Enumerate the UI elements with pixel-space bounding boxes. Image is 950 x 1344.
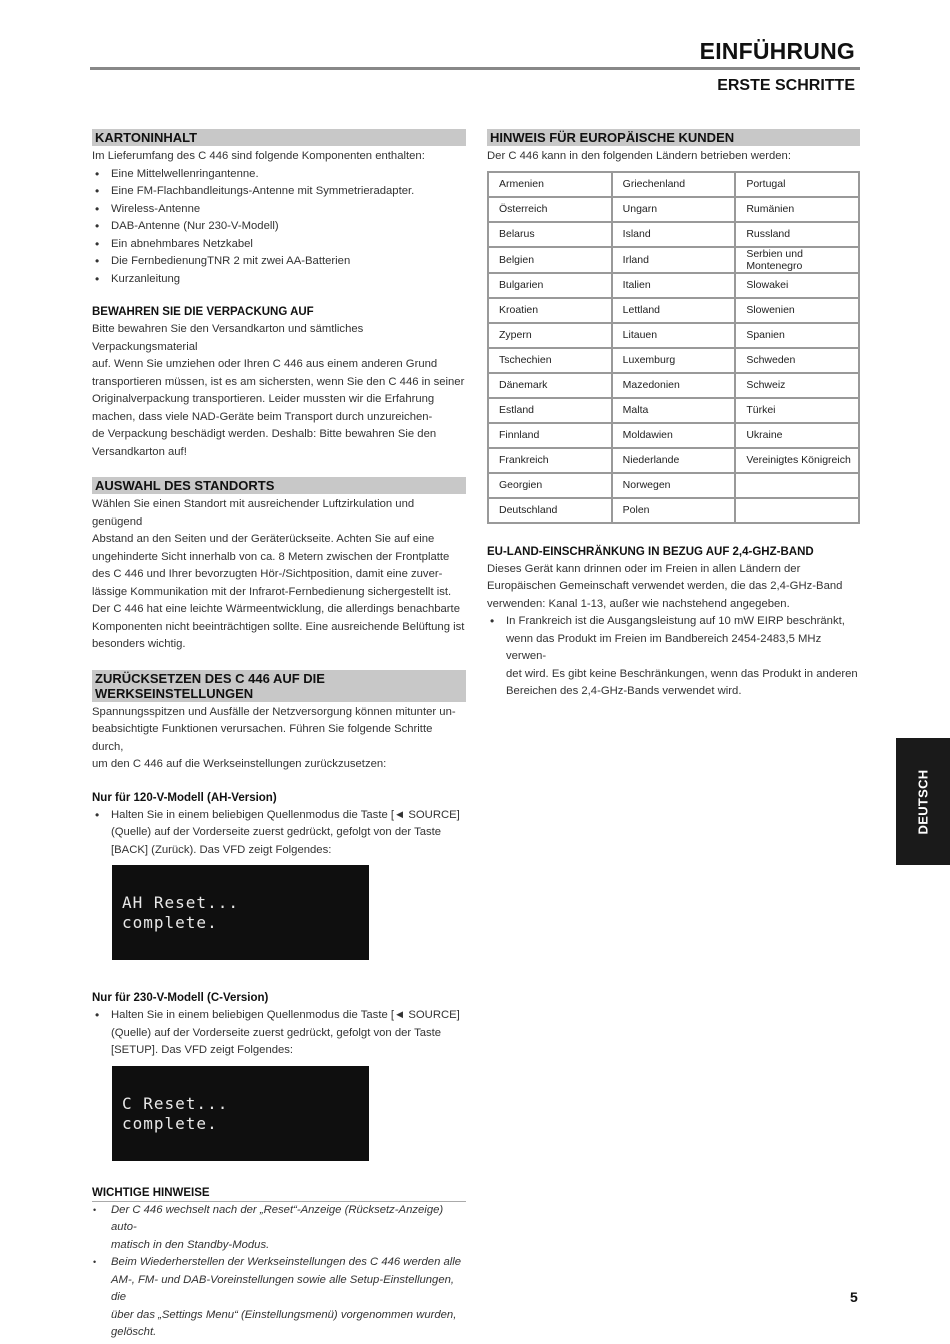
list-item: • Wireless-Antenne: [92, 201, 466, 219]
table-row: [488, 222, 859, 247]
list-item: • Eine Mittelwellenringantenne.: [92, 166, 466, 184]
table-cell: Irland: [612, 247, 736, 273]
text-line: Dieses Gerät kann drinnen oder im Freien in allen Ländern der: [487, 562, 801, 575]
table-cell: Ungarn: [612, 197, 736, 222]
vfd-display-c: [112, 1066, 369, 1161]
table-cell: Georgien: [488, 473, 612, 498]
table-cell: Finnland: [488, 423, 612, 448]
vfd-line-1: AH Reset...: [122, 893, 239, 912]
table-cell: Belarus: [488, 222, 612, 247]
table-cell: Slowenien: [735, 298, 859, 323]
text-line: In Frankreich ist die Ausgangsleistung auf 10 mW EIRP beschränkt,: [506, 615, 845, 627]
table-cell: Mazedonien: [612, 373, 736, 398]
text-line: Versandkarton auf!: [92, 445, 187, 458]
text-line: (Quelle) auf der Vorderseite zuerst gedrückt, gefolgt von der Taste: [111, 826, 442, 838]
text-line: Bereichen des 2,4-GHz-Bands verwendet wird.: [506, 685, 742, 697]
text-line: [SETUP]. Das VFD zeigt Folgendes:: [111, 1044, 294, 1056]
table-row: [488, 423, 859, 448]
subheading-c-version: Nur für 230-V-Modell (C-Version): [92, 992, 269, 1004]
text-line: lässige Kommunikation mit der Infrarot-Fernbedienung sichergestellt ist.: [92, 585, 452, 598]
text-line: Komponenten nicht beeinträchtigen sollte. Eine ausreichende Belüftung ist: [92, 620, 465, 633]
europa-intro: Der C 446 kann in den folgenden Ländern betrieben werden:: [487, 150, 791, 162]
text-line: auf. Wenn Sie umziehen oder Ihren C 446 aus einem anderen Grund: [92, 358, 438, 370]
table-cell: Österreich: [488, 197, 612, 222]
text-line: matisch in den Standby-Modus.: [111, 1238, 270, 1251]
table-cell: Zypern: [488, 323, 612, 348]
reset-text: [92, 704, 466, 774]
vfd-line-1: C Reset...: [122, 1093, 229, 1113]
list-item: [92, 1254, 466, 1342]
table-row: [488, 373, 859, 398]
table-cell: Schweden: [735, 348, 859, 373]
table-row: [488, 348, 859, 373]
table-cell: Spanien: [735, 323, 859, 348]
subheading-ah-version: Nur für 120-V-Modell (AH-Version): [92, 791, 277, 804]
section-heading-reset: ZURÜCKSETZEN DES C 446 AUF DIE WERKSEINSTELLUNGEN: [92, 670, 466, 702]
right-column: [487, 129, 860, 701]
hinweise-list: [92, 1202, 466, 1342]
list-item: • Kurzanleitung: [92, 271, 466, 289]
standort-text: [92, 496, 466, 654]
list-item: [487, 613, 860, 701]
kartoninhalt-intro: Im Lieferumfang des C 446 sind folgende Komponenten enthalten:: [92, 150, 425, 162]
text-line: über das „Settings Menu“ (Einstellungsmenü) vorgenommen wurden,: [111, 1308, 457, 1321]
list-item: [92, 807, 466, 860]
kartoninhalt-list: [92, 166, 466, 289]
text-line: Europäischen Gemeinschaft verwendet werden, die das 2,4-GHz-Band: [487, 580, 843, 592]
table-cell: Litauen: [612, 323, 736, 348]
c-steps: [92, 1007, 466, 1060]
text-line: beabsichtigte Funktionen verursachen. Führen Sie folgende Schritte durch,: [92, 723, 433, 753]
table-cell: Tschechien: [488, 348, 612, 373]
table-cell: Italien: [612, 273, 736, 298]
table-cell: Portugal: [735, 172, 859, 197]
text-line: machen, dass viele NAD-Geräte beim Transport durch unzureichen-: [92, 410, 433, 423]
list-item: • Eine FM-Flachbandleitungs-Antenne mit Symmetrieradapter.: [92, 183, 466, 201]
table-cell: Ukraine: [735, 423, 859, 448]
subheading-hinweise: WICHTIGE HINWEISE: [92, 1187, 466, 1202]
table-cell: Bulgarien: [488, 273, 612, 298]
table-cell: [735, 473, 859, 498]
text-line: ungehinderte Sicht innerhalb von ca. 8 Metern zwischen der Frontplatte: [92, 550, 450, 563]
vfd-line-2: complete.: [122, 1113, 218, 1133]
list-item: • Die FernbedienungTNR 2 mit zwei AA-Batterien: [92, 253, 466, 271]
text-line: [BACK] (Zurück). Das VFD zeigt Folgendes:: [111, 843, 332, 856]
side-tab-label: DEUTSCH: [915, 769, 931, 834]
page-number: 5: [850, 1289, 858, 1305]
table-row: [488, 172, 859, 197]
table-row: [488, 197, 859, 222]
table-cell: Serbien und Montenegro: [735, 247, 859, 273]
title-rule: [90, 67, 860, 70]
eu-band-text: [487, 561, 860, 614]
text-line: Der C 446 hat eine leichte Wärmeentwicklung, die allerdings benachbarte: [92, 603, 460, 615]
text-line: (Quelle) auf der Vorderseite zuerst gedrückt, gefolgt von der Taste: [111, 1026, 442, 1039]
table-cell: Schweiz: [735, 373, 859, 398]
subheading-eu-band: EU-LAND-EINSCHRÄNKUNG IN BEZUG AUF 2,4-GHZ-BAND: [487, 545, 814, 558]
countries-table: [487, 171, 860, 524]
table-row: [488, 473, 859, 498]
page-title: EINFÜHRUNG: [699, 38, 855, 64]
table-cell: Türkei: [735, 398, 859, 423]
text-line: Originalverpackung transportieren. Leider mussten wir die Erfahrung: [92, 393, 435, 405]
table-cell: Vereinigtes Königreich: [735, 448, 859, 473]
text-line: Spannungsspitzen und Ausfälle der Netzversorgung können mitunter un-: [92, 705, 456, 718]
vfd-line-2: complete.: [122, 913, 218, 932]
table-cell: Armenien: [488, 172, 612, 197]
table-row: [488, 273, 859, 298]
table-cell: Rumänien: [735, 197, 859, 222]
left-column: [92, 129, 466, 1342]
table-cell: Malta: [612, 398, 736, 423]
text-line: det wird. Es gibt keine Beschränkungen, wenn das Produkt in anderen: [506, 667, 858, 680]
vfd-display-ah: [112, 865, 369, 960]
table-cell: Frankreich: [488, 448, 612, 473]
table-cell: Moldawien: [612, 423, 736, 448]
table-cell: Luxemburg: [612, 348, 736, 373]
text-line: AM-, FM- und DAB-Voreinstellungen sowie alle Setup-Einstellungen, die: [111, 1273, 455, 1303]
text-line: Halten Sie in einem beliebigen Quellenmodus die Taste [◄ SOURCE]: [111, 1009, 460, 1021]
section-heading-europa: HINWEIS FÜR EUROPÄISCHE KUNDEN: [487, 129, 860, 146]
list-item: [92, 1202, 466, 1255]
text-line: um den C 446 auf die Werkseinstellungen zurückzusetzen:: [92, 758, 387, 770]
ah-steps: [92, 807, 466, 860]
subheading-verpackung: BEWAHREN SIE DIE VERPACKUNG AUF: [92, 306, 314, 318]
table-cell: Slowakei: [735, 273, 859, 298]
table-row: [488, 298, 859, 323]
table-row: [488, 498, 859, 523]
table-cell: Lettland: [612, 298, 736, 323]
table-cell: Deutschland: [488, 498, 612, 523]
verpackung-text: [92, 321, 466, 461]
page-subtitle: ERSTE SCHRITTE: [717, 77, 855, 94]
text-line: transportieren müssen, ist es am sichersten, wenn Sie den C 446 in seiner: [92, 375, 465, 388]
table-row: [488, 323, 859, 348]
text-line: besonders wichtig.: [92, 638, 186, 650]
table-cell: Estland: [488, 398, 612, 423]
section-heading-kartoninhalt: KARTONINHALT: [92, 129, 466, 146]
text-line: Abstand an den Seiten und der Geräterückseite. Achten Sie auf eine: [92, 533, 435, 545]
table-cell: Russland: [735, 222, 859, 247]
table-cell: Island: [612, 222, 736, 247]
table-cell: Polen: [612, 498, 736, 523]
text-line: Beim Wiederherstellen der Werkseinstellungen des C 446 werden alle: [111, 1256, 462, 1268]
text-line: de Verpackung beschädigt werden. Deshalb: Bitte bewahren Sie den: [92, 428, 437, 440]
table-cell: Kroatien: [488, 298, 612, 323]
list-item: • Ein abnehmbares Netzkabel: [92, 236, 466, 254]
table-cell: Niederlande: [612, 448, 736, 473]
table-row: [488, 448, 859, 473]
text-line: des C 446 und Ihrer bevorzugten Hör-/Sichtposition, damit eine zuver-: [92, 568, 443, 580]
text-line: Wählen Sie einen Standort mit ausreichender Luftzirkulation und genügend: [92, 498, 415, 528]
eu-band-list: [487, 613, 860, 701]
text-line: verwenden: Kanal 1-13, außer wie nachstehend angegeben.: [487, 597, 790, 610]
section-heading-standort: AUSWAHL DES STANDORTS: [92, 477, 466, 494]
table-row: [488, 398, 859, 423]
table-cell: [735, 498, 859, 523]
text-line: Halten Sie in einem beliebigen Quellenmodus die Taste [◄ SOURCE]: [111, 808, 460, 821]
table-row: [488, 247, 859, 273]
language-side-tab: [896, 738, 950, 865]
list-item: • DAB-Antenne (Nur 230-V-Modell): [92, 218, 466, 236]
table-cell: Griechenland: [612, 172, 736, 197]
list-item: [92, 1007, 466, 1060]
text-line: gelöscht.: [111, 1326, 157, 1338]
text-line: wenn das Produkt im Freien im Bandbereich 2454-2483,5 MHz verwen-: [506, 632, 822, 662]
text-line: Der C 446 wechselt nach der „Reset“-Anzeige (Rücksetz-Anzeige) auto-: [111, 1203, 444, 1233]
table-cell: Belgien: [488, 247, 612, 273]
table-cell: Dänemark: [488, 373, 612, 398]
table-cell: Norwegen: [612, 473, 736, 498]
text-line: Bitte bewahren Sie den Versandkarton und sämtliches Verpackungsmaterial: [92, 323, 364, 353]
